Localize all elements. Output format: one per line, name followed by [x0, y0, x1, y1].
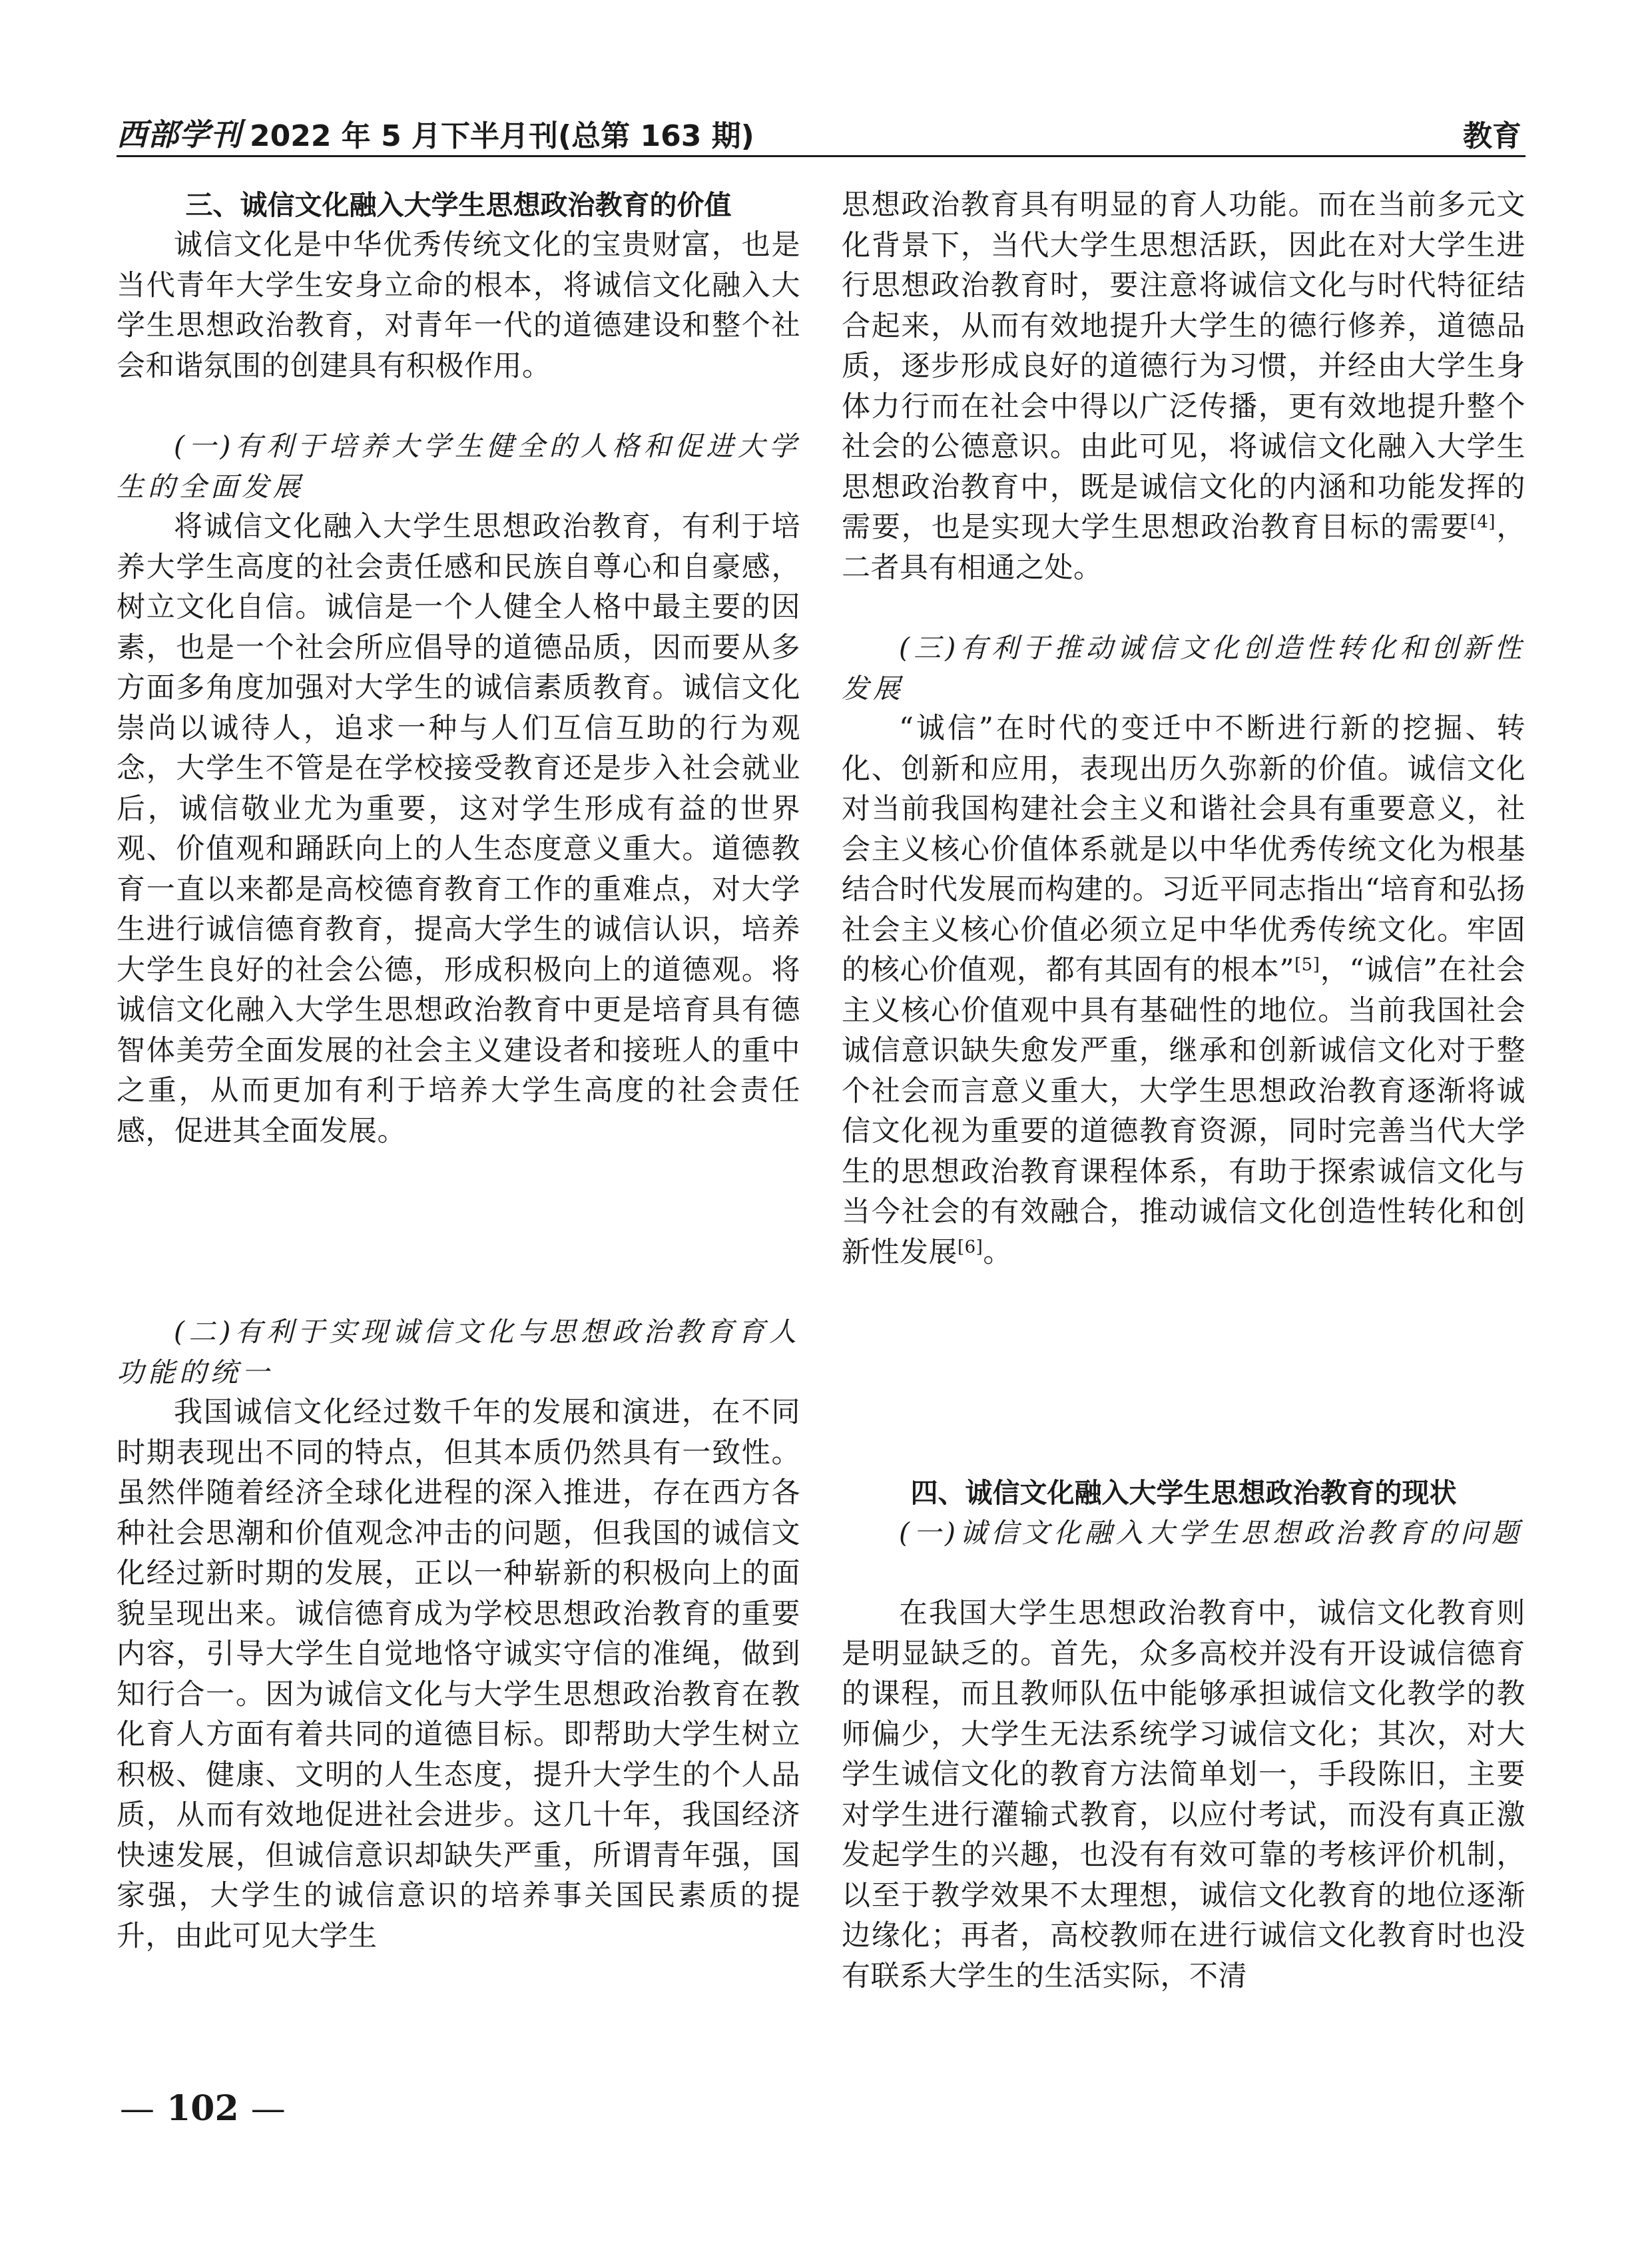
paragraph: 诚信文化是中华优秀传统文化的宝贵财富，也是当代青年大学生安身立命的根本，将诚信文化融入大学生思想政治教育，对青年一代的道德建设和整个社会和谐氛围的创建具有积极作用。: [117, 228, 800, 383]
subsection-heading-3-2: (二)有利于实现诚信文化与思想政治教育育人功能的统一: [117, 1316, 800, 1388]
page-header: [117, 108, 1525, 154]
paragraph-text: 思想政治教育具有明显的育人功能。而在当前多元文化背景下，当代大学生思想活跃，因此在对大学生进行思想政治教育时，要注意将诚信文化与时代特征结合起来，从而有效地提升大学生的德行修养，道德品质，逐步形成良好的道德行为习惯，并经由大学生身体力行而在社会中得以广泛传播，更有效地提升整个社会的公德意识。由此可见，将诚信文化融入大学生思想政治教育中，既是诚信文化的内涵和功能发挥的需要，也是实现大学生思想政治教育目标的需要: [842, 188, 1525, 544]
paragraph: [842, 708, 1525, 1272]
section-heading-4: 四、诚信文化融入大学生思想政治教育的现状: [910, 1477, 1457, 1509]
paragraph-text: ，“诚信”在社会主义核心价值观中具有基础性的地位。当前我国社会诚信意识缺失愈发严重，继承和创新诚信文化对于整个社会而言意义重大，大学生思想政治教育逐渐将诚信文化视为重要的道德教育资源，同时完善当代大学生的思想政治教育课程体系，有助于探索诚信文化与当今社会的有效融合，推动诚信文化创造性转化和创新性发展: [842, 954, 1525, 1269]
paragraph-text: ，二者具有相通之处。: [842, 511, 1525, 585]
header-rule: [117, 155, 1525, 157]
subsection-heading-3-1: (一)有利于培养大学生健全的人格和促进大学生的全面发展: [117, 430, 800, 503]
citation-ref: [5]: [1294, 955, 1320, 975]
journal-logo: 西部学刊: [117, 117, 242, 152]
footer-dash: —: [120, 2089, 154, 2129]
left-column: [117, 185, 800, 2156]
paragraph: 我国诚信文化经过数千年的发展和演进，在不同时期表现出不同的特点，但其本质仍然具有一致性。虽然伴随着经济全球化进程的深入推进，存在西方各种社会思潮和价值观念冲击的问题，但我国的诚信文化经过新时期的发展，正以一种崭新的积极向上的面貌呈现出来。诚信德育成为学校思想政治教育的重要内容，引导大学生自觉地恪守诚实守信的准绳，做到知行合一。因为诚信文化与大学生思想政治教育在教化育人方面有着共同的道德目标。即帮助大学生树立积极、健康、文明的人生态度，提升大学生的个人品质，从而有效地促进社会进步。这几十年，我国经济快速发展，但诚信意识却缺失严重，所谓青年强，国家强，大学生的诚信意识的培养事关国民素质的提升，由此可见大学生: [117, 1396, 800, 1953]
journal-issue: 2022 年 5 月下半月刊(总第 163 期): [250, 119, 754, 153]
section-name: 教育: [1463, 119, 1521, 153]
paragraph-text: 。: [983, 1235, 1012, 1269]
paragraph: 在我国大学生思想政治教育中，诚信文化教育则是明显缺乏的。首先，众多高校并没有开设诚信德育的课程，而且教师队伍中能够承担诚信文化教学的教师偏少，大学生无法系统学习诚信文化；其次，对大学生诚信文化的教育方法简单划一，手段陈旧，主要对学生进行灌输式教育，以应付考试，而没有真正激发起学生的兴趣，也没有有效可靠的考核评价机制，以至于教学效果不太理想，诚信文化教育的地位逐渐边缘化；再者，高校教师在进行诚信文化教育时也没有联系大学生的生活实际，不清: [842, 1597, 1525, 1993]
citation-ref: [4]: [1470, 512, 1496, 532]
paragraph: 将诚信文化融入大学生思想政治教育，有利于培养大学生高度的社会责任感和民族自尊心和自豪感，树立文化自信。诚信是一个人健全人格中最主要的因素，也是一个社会所应倡导的道德品质，因而要从多方面多角度加强对大学生的诚信素质教育。诚信文化崇尚以诚待人，追求一种与人们互信互助的行为观念，大学生不管是在学校接受教育还是步入社会就业后，诚信敬业尤为重要，这对学生形成有益的世界观、价值观和踊跃向上的人生态度意义重大。道德教育一直以来都是高校德育教育工作的重难点，对大学生进行诚信德育教育，提高大学生的诚信认识，培养大学生良好的社会公德，形成积极向上的道德观。将诚信文化融入大学生思想政治教育中更是培育具有德智体美劳全面发展的社会主义建设者和接班人的重中之重，从而更加有利于培养大学生高度的社会责任感，促进其全面发展。: [117, 510, 800, 1148]
section-heading-3: 三、诚信文化融入大学生思想政治教育的价值: [185, 189, 732, 221]
right-column: [842, 185, 1525, 2156]
paragraph: [842, 185, 1525, 588]
page-number: 102: [166, 2088, 239, 2129]
citation-ref: [6]: [958, 1237, 983, 1257]
paragraph-text: “诚信”在时代的变迁中不断进行新的挖掘、转化、创新和应用，表现出历久弥新的价值。诚信文化对当前我国构建社会主义和谐社会具有重要意义，社会主义核心价值体系就是以中华优秀传统文化为根基结合时代发展而构建的。习近平同志指出“培育和弘扬社会主义核心价值必须立足中华优秀传统文化。牢固的核心价值观，都有其固有的根本”: [842, 712, 1525, 987]
subsection-heading-4-1: (一)诚信文化融入大学生思想政治教育的问题: [899, 1517, 1523, 1549]
page-footer: [120, 2088, 286, 2129]
subsection-heading-3-3: (三)有利于推动诚信文化创造性转化和创新性发展: [842, 632, 1525, 704]
footer-dash: —: [250, 2089, 286, 2129]
